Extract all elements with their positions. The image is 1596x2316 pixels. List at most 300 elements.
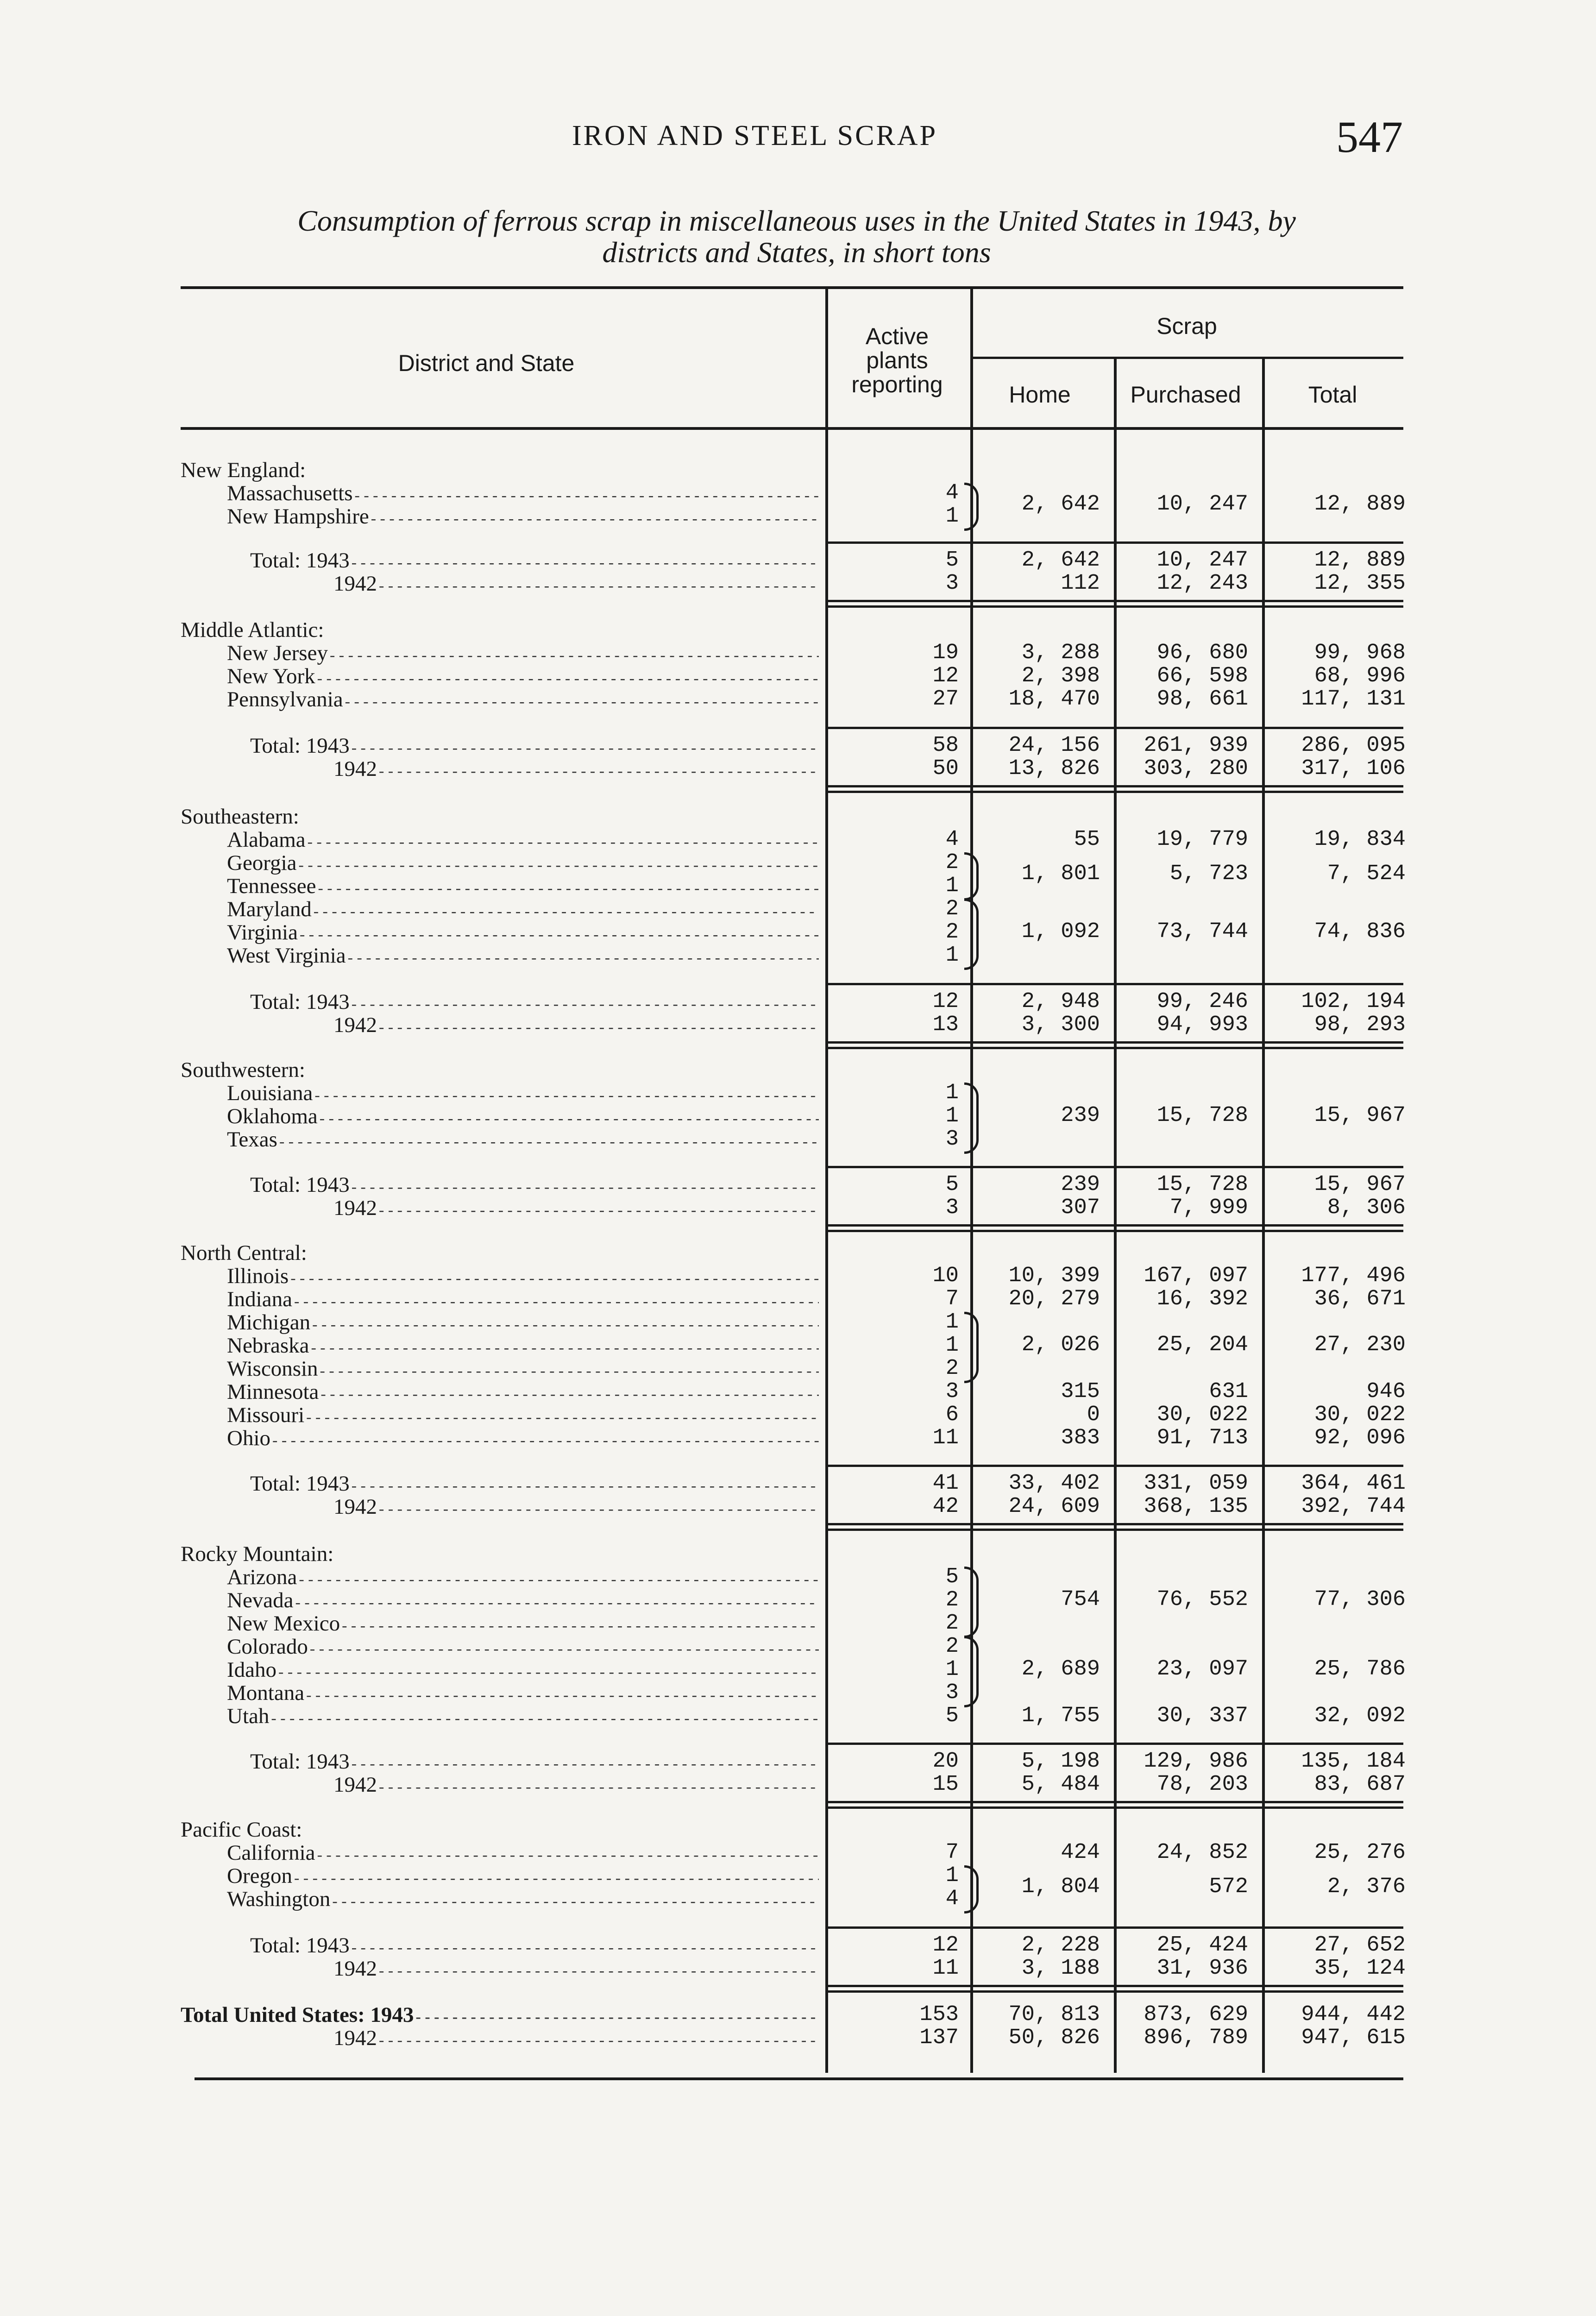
bracket-total: 25, 786 bbox=[1314, 1657, 1406, 1681]
column-header-active bbox=[825, 324, 969, 396]
state-purchased: 167, 097 bbox=[1144, 1264, 1248, 1288]
column-header-total: Total bbox=[1308, 382, 1357, 408]
column-header-purchased: Purchased bbox=[1130, 382, 1241, 408]
total-label-cell bbox=[250, 549, 819, 572]
total-1943-home: 2, 642 bbox=[1021, 548, 1100, 573]
total-1942-home: 3, 188 bbox=[1021, 1956, 1100, 1981]
region-row bbox=[0, 459, 1596, 482]
total-1942-purchased: 78, 203 bbox=[1156, 1772, 1248, 1797]
state-name-cell bbox=[227, 828, 819, 851]
state-row bbox=[0, 1082, 1596, 1105]
state-name-cell bbox=[227, 1566, 819, 1589]
bracket-home: 2, 642 bbox=[1021, 492, 1100, 516]
state-row bbox=[0, 1128, 1596, 1151]
state-plants: 3 bbox=[945, 1379, 959, 1404]
total-1943-total: 135, 184 bbox=[1301, 1749, 1406, 1774]
state-plants: 27 bbox=[932, 687, 959, 711]
state-row bbox=[0, 1681, 1596, 1705]
bracket-home: 1, 801 bbox=[1021, 862, 1100, 886]
state-plants: 1 bbox=[945, 1863, 959, 1888]
state-name-cell bbox=[227, 1265, 819, 1288]
bracket-purchased: 73, 744 bbox=[1156, 919, 1248, 944]
bracket-total: 2, 376 bbox=[1327, 1875, 1406, 1899]
state-row bbox=[0, 1288, 1596, 1311]
total-label: Total: 1943 - - - bbox=[250, 549, 819, 572]
total-1942-purchased: 12, 243 bbox=[1156, 571, 1248, 596]
state-total: 177, 496 bbox=[1301, 1264, 1406, 1288]
region-heading: Rocky Mountain: bbox=[181, 1542, 334, 1566]
region-heading: Southwestern: bbox=[181, 1058, 305, 1082]
state-total: 25, 276 bbox=[1314, 1840, 1406, 1865]
region-row bbox=[0, 618, 1596, 642]
state-total: 30, 022 bbox=[1314, 1403, 1406, 1427]
bracket-home: 1, 092 bbox=[1021, 919, 1100, 944]
total-1942-total: 8, 306 bbox=[1327, 1196, 1406, 1220]
state-row bbox=[0, 828, 1596, 851]
bracket-total: 7, 524 bbox=[1327, 862, 1406, 886]
total-label: Total: 1943 - - - bbox=[250, 1173, 819, 1196]
total-label-cell bbox=[250, 734, 819, 757]
total-1942-row bbox=[0, 1495, 1596, 1518]
state-name: Colorado - - - bbox=[227, 1635, 819, 1658]
total-label-cell bbox=[250, 1750, 819, 1773]
state-name: Nebraska - - - bbox=[227, 1334, 819, 1357]
total-1942-plants: 3 bbox=[945, 1196, 959, 1220]
total-1943-plants: 5 bbox=[945, 1172, 959, 1197]
state-name-cell bbox=[227, 688, 819, 711]
region-heading: Pacific Coast: bbox=[181, 1818, 302, 1842]
year-label-cell bbox=[333, 1495, 819, 1518]
state-name: New Jersey - - - bbox=[227, 642, 819, 665]
state-name-cell bbox=[227, 1427, 819, 1450]
state-name: Tennessee - - - bbox=[227, 875, 819, 898]
total-1942-home: 24, 609 bbox=[1008, 1494, 1100, 1519]
total-1942-purchased: 94, 993 bbox=[1156, 1013, 1248, 1037]
state-home: 10, 399 bbox=[1008, 1264, 1100, 1288]
state-name: Arizona - - - bbox=[227, 1566, 819, 1589]
state-name: Pennsylvania - - - bbox=[227, 688, 819, 711]
state-name: Wisconsin - - - bbox=[227, 1357, 819, 1380]
bracket-total: 74, 836 bbox=[1314, 919, 1406, 944]
state-name: Oregon - - - bbox=[227, 1864, 819, 1888]
state-plants: 1 bbox=[945, 1333, 959, 1358]
state-home: 55 bbox=[1074, 827, 1100, 852]
year-label: 1942 - - - bbox=[333, 757, 819, 780]
total-1943-row bbox=[0, 734, 1596, 757]
state-plants: 1 bbox=[945, 874, 959, 898]
state-plants: 4 bbox=[945, 1887, 959, 1911]
state-row bbox=[0, 1403, 1596, 1427]
grand-year-label-cell bbox=[333, 2026, 819, 2050]
region-row bbox=[0, 805, 1596, 828]
bracketed-values-row bbox=[0, 1104, 1596, 1127]
total-label: Total: 1943 - - - bbox=[250, 1750, 819, 1773]
scrap-left-rule bbox=[970, 286, 973, 357]
state-name: Washington - - - bbox=[227, 1888, 819, 1911]
total-1943-total: 15, 967 bbox=[1314, 1172, 1406, 1197]
state-home: 0 bbox=[1087, 1403, 1100, 1427]
total-1942-home: 112 bbox=[1061, 571, 1100, 596]
state-plants: 3 bbox=[945, 1680, 959, 1705]
total-1943-row bbox=[0, 990, 1596, 1013]
bracket-home: 754 bbox=[1061, 1587, 1100, 1612]
state-home: 18, 470 bbox=[1008, 687, 1100, 711]
state-row bbox=[0, 1427, 1596, 1450]
total-1942-total: 35, 124 bbox=[1314, 1956, 1406, 1981]
bracket-total: 27, 230 bbox=[1314, 1333, 1406, 1357]
total-1943-home: 2, 948 bbox=[1021, 989, 1100, 1014]
bracket-total: 15, 967 bbox=[1314, 1103, 1406, 1128]
total-1943-total: 27, 652 bbox=[1314, 1933, 1406, 1957]
year-label-cell bbox=[333, 572, 819, 595]
state-name: Utah - - - bbox=[227, 1705, 819, 1728]
state-purchased: 91, 713 bbox=[1156, 1426, 1248, 1450]
column-header-active-line-2: plants bbox=[866, 347, 928, 373]
total-1943-home: 5, 198 bbox=[1021, 1749, 1100, 1774]
bracketed-values-row bbox=[0, 1658, 1596, 1681]
bracket-home: 239 bbox=[1061, 1103, 1100, 1128]
total-1942-plants: 11 bbox=[932, 1956, 959, 1981]
state-plants: 5 bbox=[945, 1565, 959, 1589]
total-1942-plants: 3 bbox=[945, 571, 959, 596]
state-row bbox=[0, 1705, 1596, 1728]
grand-1942-total: 947, 615 bbox=[1301, 2026, 1406, 2050]
state-total: 117, 131 bbox=[1301, 687, 1406, 711]
grand-1943-purchased: 873, 629 bbox=[1144, 2002, 1248, 2027]
table-top-rule bbox=[181, 286, 1403, 289]
grand-year-label: 1942 - - - bbox=[333, 2026, 819, 2050]
total-1942-purchased: 368, 135 bbox=[1144, 1494, 1248, 1519]
bracket-purchased: 25, 204 bbox=[1156, 1333, 1248, 1357]
grand-total-1943-row bbox=[0, 2003, 1596, 2026]
state-purchased: 631 bbox=[1209, 1379, 1248, 1404]
state-row bbox=[0, 1357, 1596, 1380]
state-row bbox=[0, 1311, 1596, 1334]
state-home: 20, 279 bbox=[1008, 1287, 1100, 1311]
column-header-home: Home bbox=[1009, 382, 1071, 408]
state-plants: 7 bbox=[945, 1287, 959, 1311]
grand-total-1942-row bbox=[0, 2026, 1596, 2050]
state-plants: 2 bbox=[945, 1588, 959, 1612]
total-1942-total: 317, 106 bbox=[1301, 756, 1406, 781]
state-purchased: 98, 661 bbox=[1156, 687, 1248, 711]
state-plants: 2 bbox=[945, 1611, 959, 1636]
total-1942-purchased: 303, 280 bbox=[1144, 756, 1248, 781]
state-total: 19, 834 bbox=[1314, 827, 1406, 852]
bracket-purchased: 15, 728 bbox=[1156, 1103, 1248, 1128]
total-label-cell bbox=[250, 1173, 819, 1196]
total-1943-plants: 20 bbox=[932, 1749, 959, 1774]
year-label-cell bbox=[333, 1957, 819, 1980]
state-name: New York - - - bbox=[227, 665, 819, 688]
bracketed-values-row bbox=[0, 1334, 1596, 1357]
state-name: Virginia - - - bbox=[227, 921, 819, 944]
column-header-district: District and State bbox=[398, 350, 575, 376]
state-name: Oklahoma - - - bbox=[227, 1105, 819, 1128]
total-label: Total: 1943 - - - bbox=[250, 990, 819, 1013]
state-name-cell bbox=[227, 1380, 819, 1403]
state-row bbox=[0, 1566, 1596, 1589]
grand-1943-home: 70, 813 bbox=[1008, 2002, 1100, 2027]
total-1943-plants: 12 bbox=[932, 1933, 959, 1957]
state-name: Maryland - - - bbox=[227, 898, 819, 921]
total-1942-home: 13, 826 bbox=[1008, 756, 1100, 781]
total-1942-row bbox=[0, 572, 1596, 595]
total-1942-home: 3, 300 bbox=[1021, 1013, 1100, 1037]
state-name: Louisiana - - - bbox=[227, 1082, 819, 1105]
state-plants: 1 bbox=[945, 1081, 959, 1105]
state-name: Nevada - - - bbox=[227, 1589, 819, 1612]
state-total: 32, 092 bbox=[1314, 1704, 1406, 1728]
state-plants: 2 bbox=[945, 1356, 959, 1381]
state-name-cell bbox=[227, 1288, 819, 1311]
year-label: 1942 - - - bbox=[333, 1196, 819, 1220]
total-1943-row bbox=[0, 549, 1596, 572]
total-1943-purchased: 331, 059 bbox=[1144, 1471, 1248, 1496]
bracket-purchased: 572 bbox=[1209, 1875, 1248, 1899]
state-plants: 11 bbox=[932, 1426, 959, 1450]
bracket-purchased: 10, 247 bbox=[1156, 492, 1248, 516]
state-row bbox=[0, 1265, 1596, 1288]
region-row bbox=[0, 1818, 1596, 1841]
bracket-total: 12, 889 bbox=[1314, 492, 1406, 516]
state-name: Missouri - - - bbox=[227, 1403, 819, 1427]
year-label: 1942 - - - bbox=[333, 572, 819, 595]
total-1942-plants: 50 bbox=[932, 756, 959, 781]
total-1943-purchased: 261, 939 bbox=[1144, 733, 1248, 758]
bracketed-values-row bbox=[0, 920, 1596, 944]
table-bottom-rule bbox=[195, 2077, 1403, 2080]
state-plants: 1 bbox=[945, 1310, 959, 1334]
state-purchased: 16, 392 bbox=[1156, 1287, 1248, 1311]
total-1943-plants: 58 bbox=[932, 733, 959, 758]
state-name-cell bbox=[227, 1635, 819, 1658]
state-name: Georgia - - - bbox=[227, 851, 819, 875]
state-purchased: 96, 680 bbox=[1156, 641, 1248, 665]
column-header-scrap: Scrap bbox=[1156, 313, 1217, 339]
state-row bbox=[0, 944, 1596, 967]
grand-total-label: Total United States: 1943 - - - bbox=[181, 2003, 819, 2026]
state-name-cell bbox=[227, 898, 819, 921]
total-1942-purchased: 7, 999 bbox=[1169, 1196, 1248, 1220]
state-purchased: 66, 598 bbox=[1156, 664, 1248, 688]
state-purchased: 30, 337 bbox=[1156, 1704, 1248, 1728]
state-name: Illinois - - - bbox=[227, 1265, 819, 1288]
total-1942-row bbox=[0, 1196, 1596, 1220]
column-header-active-line-1: Active bbox=[865, 323, 929, 349]
state-plants: 2 bbox=[945, 850, 959, 875]
state-row bbox=[0, 1380, 1596, 1403]
state-purchased: 19, 779 bbox=[1156, 827, 1248, 852]
total-1943-total: 12, 889 bbox=[1314, 548, 1406, 573]
total-1942-total: 12, 355 bbox=[1314, 571, 1406, 596]
running-title: IRON AND STEEL SCRAP bbox=[572, 120, 938, 151]
state-row bbox=[0, 1635, 1596, 1658]
total-1942-plants: 15 bbox=[932, 1772, 959, 1797]
total-1943-row bbox=[0, 1934, 1596, 1957]
state-name-cell bbox=[227, 1082, 819, 1105]
state-purchased: 30, 022 bbox=[1156, 1403, 1248, 1427]
total-1942-total: 392, 744 bbox=[1301, 1494, 1406, 1519]
state-name: Montana - - - bbox=[227, 1681, 819, 1705]
total-1942-row bbox=[0, 1957, 1596, 1980]
state-name: Idaho - - - bbox=[227, 1658, 819, 1681]
total-1943-row bbox=[0, 1750, 1596, 1773]
grand-total-label-cell bbox=[181, 2003, 819, 2026]
purchased-column-rule bbox=[1114, 357, 1117, 2073]
page-number: 547 bbox=[1336, 112, 1403, 162]
state-name-cell bbox=[227, 642, 819, 665]
grand-1943-plants: 153 bbox=[919, 2002, 959, 2027]
total-1942-row bbox=[0, 757, 1596, 780]
state-row bbox=[0, 688, 1596, 711]
table-caption-line-2: districts and States, in short tons bbox=[602, 236, 991, 269]
bracketed-values-row bbox=[0, 862, 1596, 886]
region-heading: North Central: bbox=[181, 1241, 307, 1265]
state-total: 99, 968 bbox=[1314, 641, 1406, 665]
year-label: 1942 - - - bbox=[333, 1957, 819, 1980]
total-1942-total: 83, 687 bbox=[1314, 1772, 1406, 1797]
state-home: 1, 755 bbox=[1021, 1704, 1100, 1728]
total-1942-home: 5, 484 bbox=[1021, 1772, 1100, 1797]
state-row bbox=[0, 1612, 1596, 1635]
bracket-home: 1, 804 bbox=[1021, 1875, 1100, 1899]
state-home: 3, 288 bbox=[1021, 641, 1100, 665]
state-home: 315 bbox=[1061, 1379, 1100, 1404]
state-purchased: 24, 852 bbox=[1156, 1840, 1248, 1865]
total-1942-row bbox=[0, 1013, 1596, 1037]
total-1942-plants: 13 bbox=[932, 1013, 959, 1037]
state-plants: 7 bbox=[945, 1840, 959, 1865]
total-1943-purchased: 10, 247 bbox=[1156, 548, 1248, 573]
total-1942-total: 98, 293 bbox=[1314, 1013, 1406, 1037]
region-row bbox=[0, 1058, 1596, 1082]
state-name-cell bbox=[227, 1705, 819, 1728]
table-caption-line-1: Consumption of ferrous scrap in miscellaneous uses in the United States in 1943, by bbox=[297, 204, 1296, 237]
grand-1942-home: 50, 826 bbox=[1008, 2026, 1100, 2050]
total-label-cell bbox=[250, 1934, 819, 1957]
state-total: 92, 096 bbox=[1314, 1426, 1406, 1450]
state-total: 68, 996 bbox=[1314, 664, 1406, 688]
state-home: 2, 398 bbox=[1021, 664, 1100, 688]
total-column-rule bbox=[1262, 357, 1265, 2073]
state-plants: 2 bbox=[945, 1634, 959, 1659]
state-name-cell bbox=[227, 1841, 819, 1864]
state-name-cell bbox=[227, 1311, 819, 1334]
state-name: Alabama - - - bbox=[227, 828, 819, 851]
bracketed-values-row bbox=[0, 493, 1596, 516]
year-label: 1942 - - - bbox=[333, 1773, 819, 1796]
state-plants: 1 bbox=[945, 504, 959, 529]
total-label: Total: 1943 - - - bbox=[250, 1934, 819, 1957]
region-row bbox=[0, 1542, 1596, 1566]
bracket-purchased: 5, 723 bbox=[1169, 862, 1248, 886]
state-plants: 2 bbox=[945, 920, 959, 944]
total-1942-purchased: 31, 936 bbox=[1156, 1956, 1248, 1981]
state-total: 36, 671 bbox=[1314, 1287, 1406, 1311]
bracketed-values-row bbox=[0, 1588, 1596, 1611]
total-1943-purchased: 129, 986 bbox=[1144, 1749, 1248, 1774]
total-label: Total: 1943 - - - bbox=[250, 734, 819, 757]
bracket-purchased: 23, 097 bbox=[1156, 1657, 1248, 1681]
state-name: California - - - bbox=[227, 1841, 819, 1864]
total-1943-purchased: 99, 246 bbox=[1156, 989, 1248, 1014]
total-1943-plants: 12 bbox=[932, 989, 959, 1014]
state-row bbox=[0, 1841, 1596, 1864]
year-label-cell bbox=[333, 1196, 819, 1220]
total-1942-plants: 42 bbox=[932, 1494, 959, 1519]
state-name-cell bbox=[227, 665, 819, 688]
region-heading: New England: bbox=[181, 458, 306, 482]
state-home: 383 bbox=[1061, 1426, 1100, 1450]
year-label-cell bbox=[333, 757, 819, 780]
total-1943-home: 33, 402 bbox=[1008, 1471, 1100, 1496]
state-plants: 2 bbox=[945, 897, 959, 921]
column-header-active-line-3: reporting bbox=[851, 371, 943, 397]
state-name: Indiana - - - bbox=[227, 1288, 819, 1311]
state-plants: 1 bbox=[945, 1104, 959, 1128]
plants-column-rule bbox=[825, 286, 828, 2073]
bracketed-values-row bbox=[0, 1875, 1596, 1899]
state-name-cell bbox=[227, 1681, 819, 1705]
total-1943-row bbox=[0, 1173, 1596, 1196]
total-1943-home: 2, 228 bbox=[1021, 1933, 1100, 1957]
state-row bbox=[0, 665, 1596, 688]
state-plants: 1 bbox=[945, 1657, 959, 1682]
state-name: New Mexico - - - bbox=[227, 1612, 819, 1635]
state-name: West Virginia - - - bbox=[227, 944, 819, 967]
state-row bbox=[0, 642, 1596, 665]
total-1943-total: 102, 194 bbox=[1301, 989, 1406, 1014]
state-plants: 3 bbox=[945, 1127, 959, 1152]
total-1943-home: 24, 156 bbox=[1008, 733, 1100, 758]
bracket-home: 2, 026 bbox=[1021, 1333, 1100, 1357]
total-1943-row bbox=[0, 1472, 1596, 1495]
total-1943-purchased: 15, 728 bbox=[1156, 1172, 1248, 1197]
state-plants: 1 bbox=[945, 943, 959, 968]
state-plants: 12 bbox=[932, 664, 959, 688]
grand-1942-plants: 137 bbox=[919, 2026, 959, 2050]
region-row bbox=[0, 1241, 1596, 1265]
grand-1942-purchased: 896, 789 bbox=[1144, 2026, 1248, 2050]
total-1943-plants: 41 bbox=[932, 1471, 959, 1496]
state-name-cell bbox=[227, 1357, 819, 1380]
state-name: Massachusetts - - - bbox=[227, 482, 819, 505]
state-name: Michigan - - - bbox=[227, 1311, 819, 1334]
total-1943-purchased: 25, 424 bbox=[1156, 1933, 1248, 1957]
state-name: New Hampshire - - - bbox=[227, 505, 819, 528]
state-plants: 4 bbox=[945, 827, 959, 852]
scrap-header-rule bbox=[970, 357, 1403, 359]
state-plants: 10 bbox=[932, 1264, 959, 1288]
bracket-purchased: 76, 552 bbox=[1156, 1587, 1248, 1612]
total-1943-total: 286, 095 bbox=[1301, 733, 1406, 758]
total-1943-home: 239 bbox=[1061, 1172, 1100, 1197]
total-1942-home: 307 bbox=[1061, 1196, 1100, 1220]
year-label: 1942 - - - bbox=[333, 1495, 819, 1518]
total-1943-total: 364, 461 bbox=[1301, 1471, 1406, 1496]
state-name-cell bbox=[227, 1612, 819, 1635]
year-label-cell bbox=[333, 1013, 819, 1037]
region-heading: Middle Atlantic: bbox=[181, 618, 324, 642]
state-home: 424 bbox=[1061, 1840, 1100, 1865]
state-row bbox=[0, 898, 1596, 921]
state-name-cell bbox=[227, 944, 819, 967]
state-name: Minnesota - - - bbox=[227, 1380, 819, 1403]
total-label-cell bbox=[250, 990, 819, 1013]
grand-1943-total: 944, 442 bbox=[1301, 2002, 1406, 2027]
header-bottom-rule bbox=[181, 427, 1403, 430]
